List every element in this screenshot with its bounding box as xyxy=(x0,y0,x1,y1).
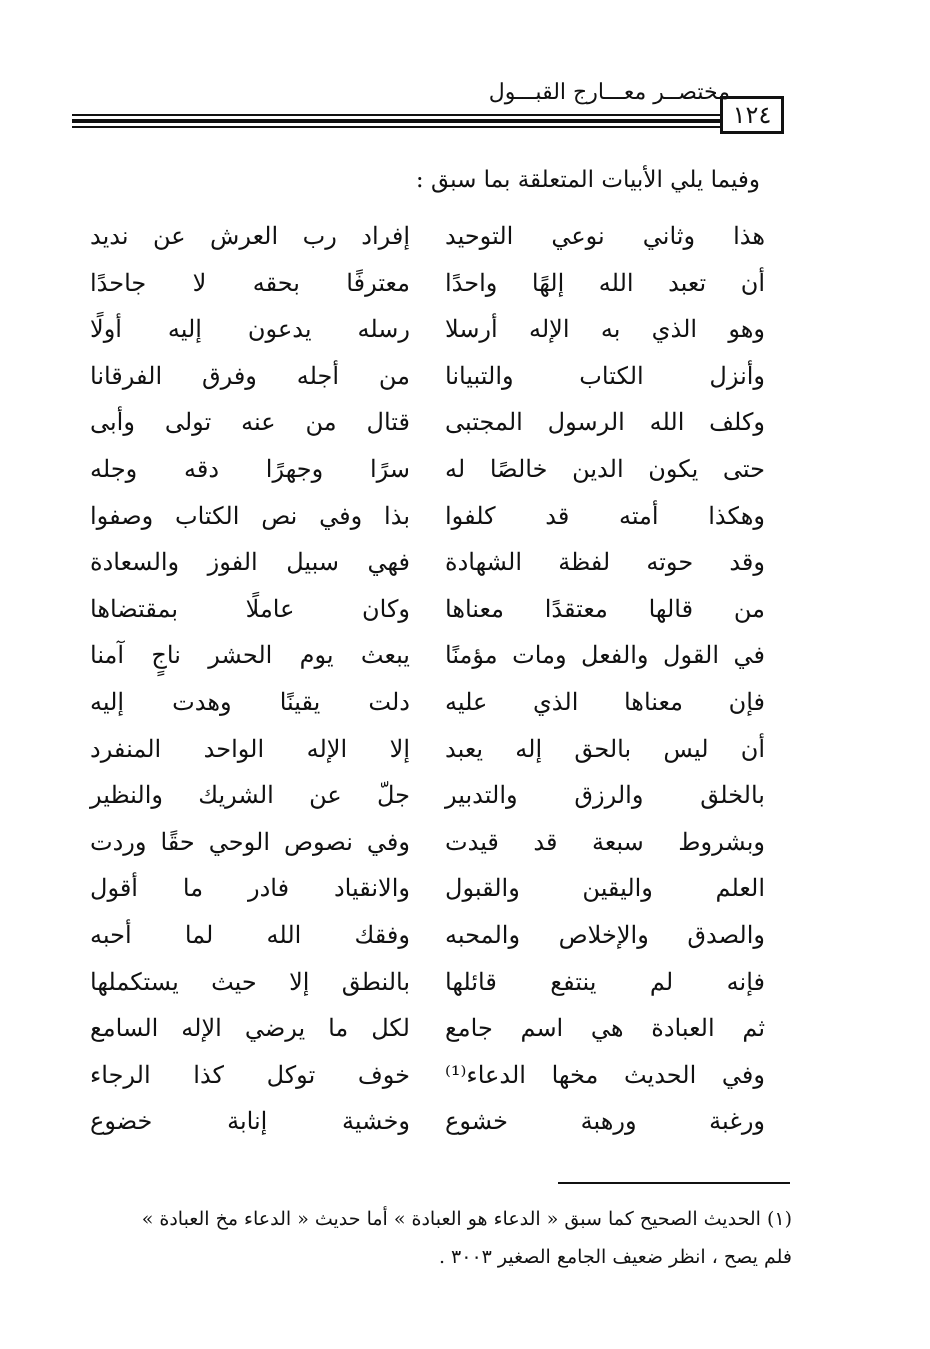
verse-first-hemistich: وهكذا أمته قد كلفوا xyxy=(445,501,765,530)
verse-second-hemistich: إلا الإله الواحد المنفرد xyxy=(90,734,410,763)
verse-row xyxy=(0,818,930,866)
verse-row xyxy=(0,585,930,633)
verse-row xyxy=(0,259,930,307)
verse-second-hemistich: قتال من عنه تولى وأبى xyxy=(90,408,410,437)
footnotes xyxy=(80,1200,792,1276)
verse-first-hemistich: وبشروط سبعة قد قيدت xyxy=(445,827,765,856)
verse-second-hemistich: من أجله وفرق الفرقانا xyxy=(90,361,410,390)
verse-second-hemistich: جلّ عن الشريك والنظير xyxy=(90,781,410,810)
verse-first-hemistich: فإنه لم ينتفع قائلها xyxy=(445,967,765,996)
verse-first-hemistich: وفي الحديث مخها الدعاء⁽¹⁾ xyxy=(445,1060,765,1089)
header-rule xyxy=(72,114,720,128)
verse-second-hemistich: فهي سبيل الفوز والسعادة xyxy=(90,548,410,577)
verse-second-hemistich: لكل ما يرضي الإله السامع xyxy=(90,1014,410,1043)
verse-second-hemistich: بالنطق إلا حيث يستكملها xyxy=(90,967,410,996)
verse-first-hemistich: أن ليس بالحق إله يعبد xyxy=(445,734,765,763)
verse-first-hemistich: ثم العبادة هي اسم جامع xyxy=(445,1014,765,1043)
verse-row xyxy=(0,911,930,959)
verse-first-hemistich: أن تعبد الله إلهًا واحدًا xyxy=(445,268,765,297)
verse-second-hemistich: بذا وفي نص الكتاب وصفوا xyxy=(90,501,410,530)
verse-row xyxy=(0,1097,930,1145)
verse-row xyxy=(0,771,930,819)
verse-first-hemistich: فإن معناها الذي عليه xyxy=(445,688,765,716)
footnote-line: (١) الحديث الصحيح كما سبق « الدعاء هو العبادة » أما حديث « الدعاء مخ العبادة » xyxy=(141,1208,792,1230)
verse-second-hemistich: وفي نصوص الوحي حقًا وردت xyxy=(90,827,410,856)
intro-line: وفيما يلي الأبيات المتعلقة بما سبق : xyxy=(415,167,760,193)
verse-row xyxy=(0,864,930,912)
verse-first-hemistich: هذا وثاني نوعي التوحيد xyxy=(445,222,765,250)
verse-first-hemistich: وأنزل الكتاب والتبيانا xyxy=(445,361,765,390)
verse-first-hemistich: وقد حوته لفظة الشهادة xyxy=(445,548,765,577)
verse-row xyxy=(0,1051,930,1099)
verse-second-hemistich: خوف توكل كذا الرجاء xyxy=(90,1060,410,1089)
verse-first-hemistich: ورغبة ورهبة خشوع xyxy=(445,1107,765,1136)
verse-second-hemistich: معترفًا بحقه لا جاحدًا xyxy=(90,268,410,297)
verse-row xyxy=(0,305,930,353)
verse-row xyxy=(0,445,930,493)
running-header: مختصــر معـــارج القبـــول xyxy=(488,80,730,105)
page-number: ١٢٤ xyxy=(720,96,784,134)
verse-first-hemistich: العلم واليقين والقبول xyxy=(445,874,765,903)
verse-row xyxy=(0,352,930,400)
verse-second-hemistich: وخشية إنابة خضوع xyxy=(90,1107,410,1136)
verse-row xyxy=(0,725,930,773)
verse-first-hemistich: وهو الذي به الإله أرسلا xyxy=(445,315,765,344)
verse-second-hemistich: إفراد رب العرش عن نديد xyxy=(90,222,410,250)
verse-first-hemistich: في القول والفعل ومات مؤمنًا xyxy=(445,641,765,670)
verse-second-hemistich: دلت يقينًا وهدت إليه xyxy=(90,688,410,716)
verse-row xyxy=(0,398,930,446)
verse-second-hemistich: وكان عاملًا بمقتضاها xyxy=(90,594,410,623)
footnote-separator xyxy=(558,1182,790,1184)
verse-second-hemistich: رسله يدعون إليه أولًا xyxy=(90,315,410,344)
verse-row xyxy=(0,631,930,679)
verse-row xyxy=(0,492,930,540)
verse-first-hemistich: وكلف الله الرسول المجتبى xyxy=(445,408,765,437)
verse-row xyxy=(0,958,930,1006)
verse-first-hemistich: حتى يكون الدين خالصًا له xyxy=(445,455,765,483)
verse-second-hemistich: وفقك الله لما أحبه xyxy=(90,921,410,949)
verse-row xyxy=(0,538,930,586)
verse-row xyxy=(0,1004,930,1052)
footnote-line: فلم يصح ، انظر ضعيف الجامع الصغير ٣٠٠٣ . xyxy=(438,1246,792,1268)
verse-first-hemistich: والصدق والإخلاص والمحبه xyxy=(445,921,765,949)
verse-second-hemistich: والانقياد فادر ما أقول xyxy=(90,874,410,903)
poem-verses xyxy=(0,212,930,1172)
verse-second-hemistich: سرًا وجهرًا دقه وجله xyxy=(90,455,410,483)
verse-second-hemistich: يبعث يوم الحشر ناجٍ آمنا xyxy=(90,641,410,670)
verse-first-hemistich: من قالها معتقدًا معناها xyxy=(445,594,765,623)
verse-row xyxy=(0,678,930,726)
verse-row xyxy=(0,212,930,260)
verse-first-hemistich: بالخلق والرزق والتدبير xyxy=(445,781,765,810)
